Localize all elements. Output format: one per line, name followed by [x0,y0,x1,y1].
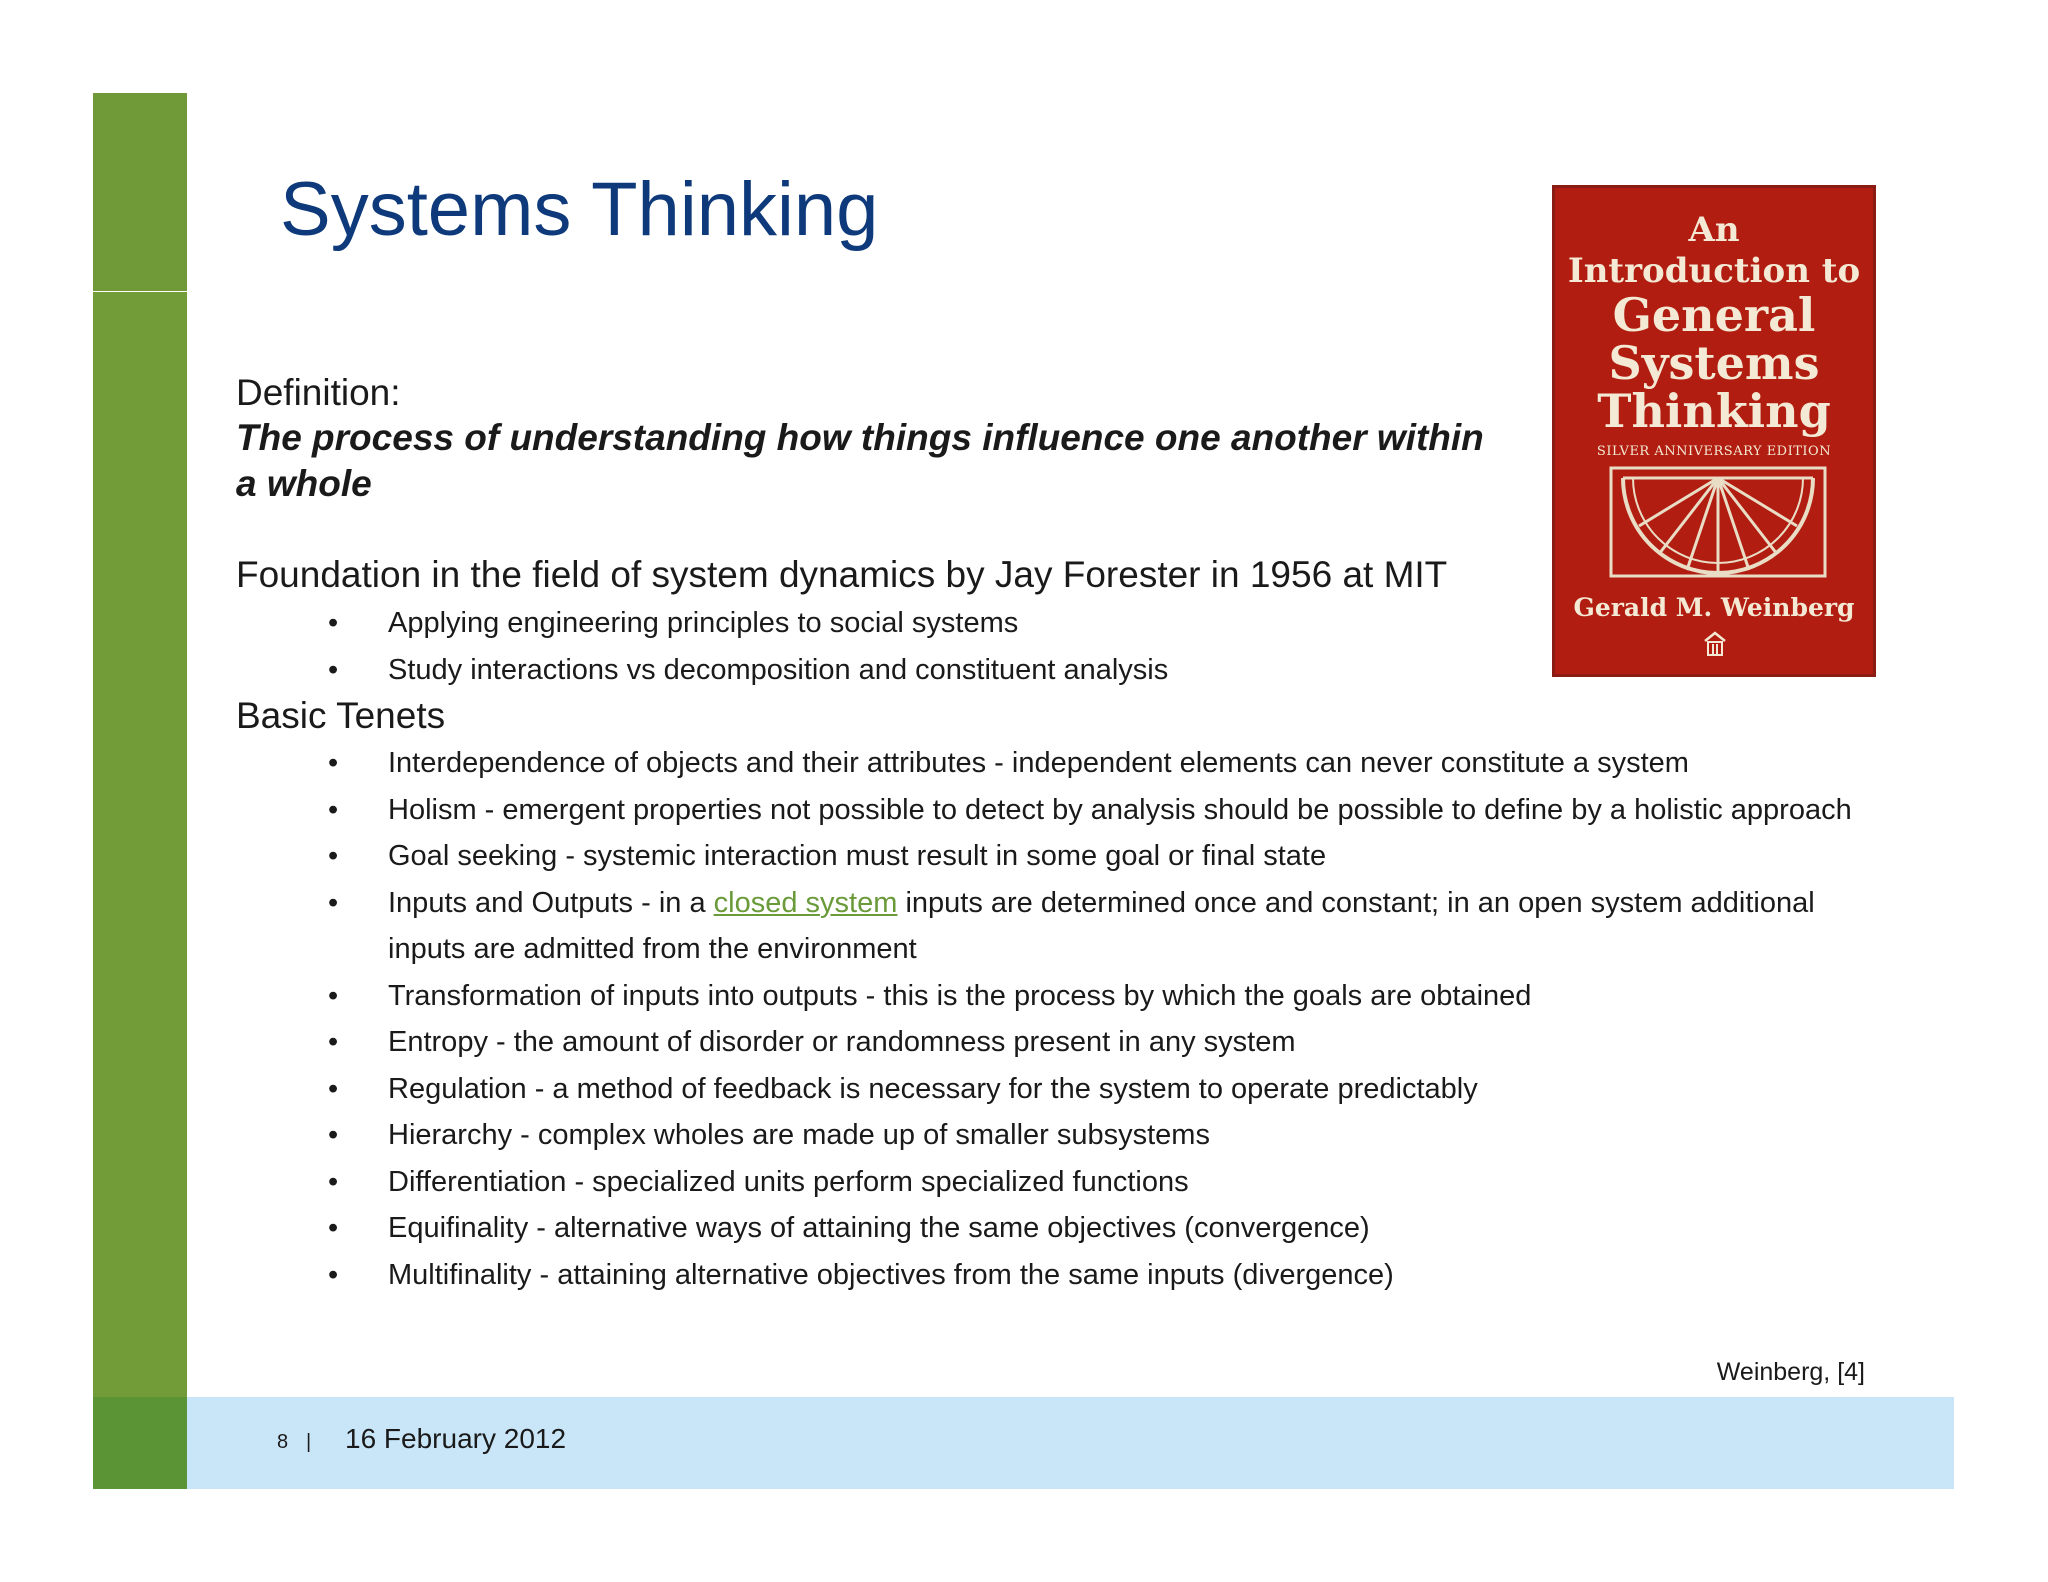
book-author: Gerald M. Weinberg [1573,593,1855,622]
sidebar-accent-top [93,93,187,291]
slide-title: Systems Thinking [280,167,879,252]
list-item: • Equifinality - alternative ways of attaining the same objectives (convergence) [236,1205,1876,1252]
bullet: • [328,1119,339,1151]
bullet: • [328,840,339,872]
book-title-line: Introduction to [1567,251,1861,291]
bullet: • [328,1026,339,1058]
footer-separator: | [306,1431,312,1453]
citation: Weinberg, [4] [1716,1358,1865,1386]
publisher-logo-icon [1703,631,1727,657]
bullet: • [328,653,339,686]
book-title-line: An [1688,210,1740,250]
bullet: • [328,979,339,1012]
book-title-line: Systems [1608,336,1820,390]
bullet: • [328,1072,339,1105]
list-item: • Multifinality - attaining alternative objectives from the same inputs (divergence) [236,1252,1876,1299]
list-item: • Study interactions vs decomposition and constituent analysis [236,647,1876,694]
book-cover-image [1552,185,1876,677]
list-item: • Transformation of inputs into outputs - this is the process by which the goals are obtained [236,973,1876,1020]
list-item: • Hierarchy - complex wholes are made up of smaller subsystems [236,1112,1876,1159]
bullet: • [328,886,339,919]
definition-label: Definition: [236,372,401,413]
list-item: • Inputs and Outputs - in a closed system inputs are determined once and constant; in an open system additional inputs are admitted from the environment [236,880,1876,973]
page-number: 8 [277,1431,289,1453]
closed-system-link[interactable]: closed system [713,886,898,919]
book-edition: SILVER ANNIVERSARY EDITION [1596,444,1832,459]
list-item: • Interdependence of objects and their attributes - independent elements can never constitute a system [236,740,1876,787]
footer-date: 16 February 2012 [345,1423,567,1454]
fan-emblem-icon [1609,466,1827,578]
bullet: • [328,1212,339,1244]
book-title-line: General [1612,288,1816,342]
tenets-list [236,740,1876,1298]
list-item: • Regulation - a method of feedback is necessary for the system to operate predictably [236,1066,1876,1113]
sidebar-accent [93,292,187,1397]
bullet: • [328,1165,339,1198]
bullet: • [328,607,339,639]
bullet: • [328,1258,339,1291]
sidebar-accent-bottom [93,1397,187,1489]
list-item: • Entropy - the amount of disorder or randomness present in any system [236,1019,1876,1066]
foundation-heading: Foundation in the field of system dynamics by Jay Forester in 1956 at MIT [236,554,1448,595]
list-item: • Differentiation - specialized units perform specialized functions [236,1159,1876,1206]
list-item: • Applying engineering principles to social systems [236,600,1876,647]
definition-text: The process of understanding how things influence one another within a whole [236,417,1484,504]
bullet: • [328,793,339,826]
list-item: • Goal seeking - systemic interaction must result in some goal or final state [236,833,1876,880]
tenets-heading: Basic Tenets [236,695,446,736]
bullet: • [328,747,339,779]
book-title-line: Thinking [1597,384,1831,438]
list-item: • Holism - emergent properties not possible to detect by analysis should be possible to define by a holistic approach [236,787,1876,834]
